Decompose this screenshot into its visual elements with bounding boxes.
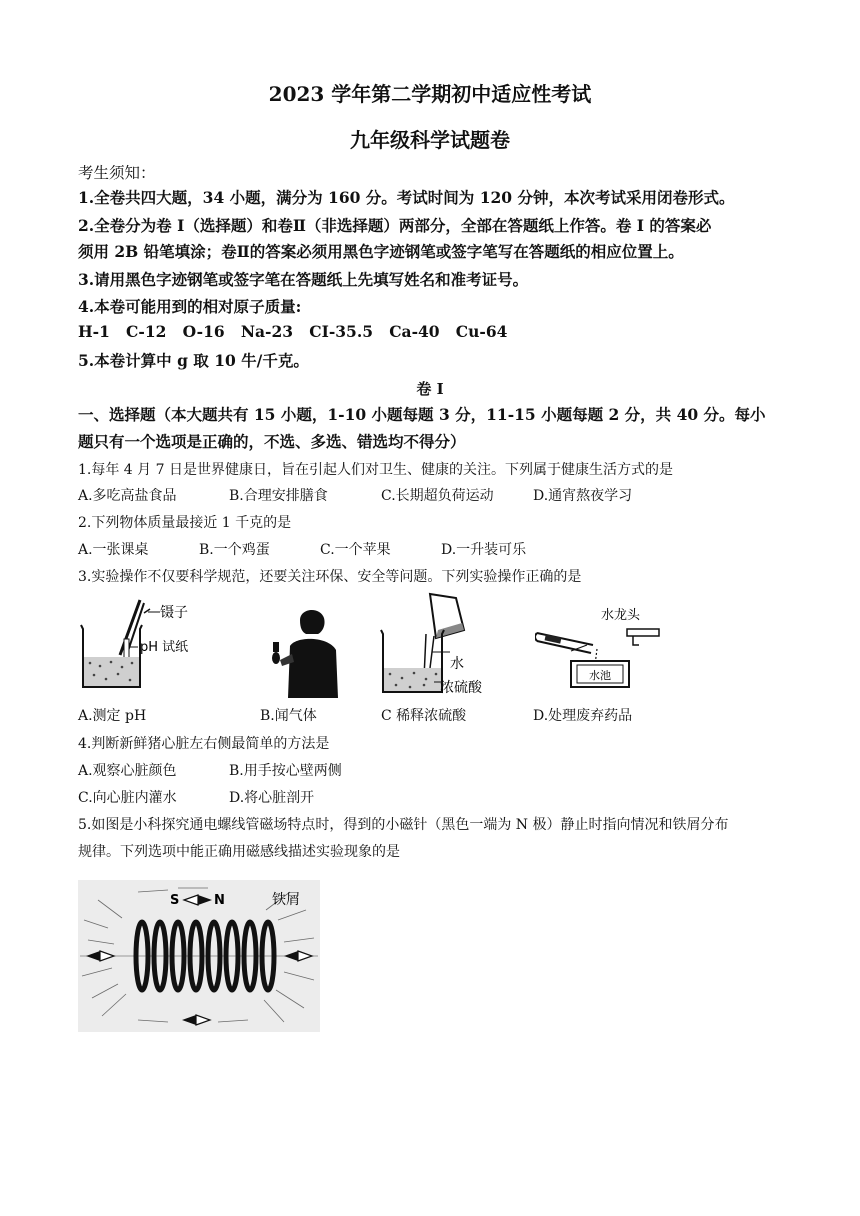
- q1-option-b: B.合理安排膳食: [229, 488, 328, 504]
- figure-solenoid: [78, 880, 320, 1032]
- q4-option-a: A.观察心脏颜色: [78, 763, 177, 779]
- q3-option-a: A.测定 pH: [78, 708, 147, 724]
- q1-option-a: A.多吃高盐食品: [78, 488, 177, 504]
- q2-option-b: B.一个鸡蛋: [199, 542, 270, 558]
- notice-item-5: 5.本卷计算中 g 取 10 牛/千克。: [78, 351, 309, 370]
- figure-smell-gas: [262, 602, 342, 698]
- question-3: 3.实验操作不仅要科学规范，还要关注环保、安全等问题。下列实验操作正确的是: [78, 569, 582, 585]
- label-acid: 浓硫酸: [440, 680, 482, 696]
- q1-option-d: D.通宵熬夜学习: [533, 488, 633, 504]
- q1-option-c: C.长期超负荷运动: [381, 488, 494, 504]
- q3-option-b: B.闻气体: [260, 708, 317, 724]
- notice-item-1: 1.全卷共四大题，34 小题，满分为 160 分。考试时间为 120 分钟，本次考试采用闭卷形式。: [78, 188, 735, 207]
- label-iron-filings: 铁屑: [272, 892, 300, 908]
- q2-option-c: C.一个苹果: [320, 542, 391, 558]
- label-n-pole: N: [214, 893, 225, 908]
- notice-heading: 考生须知：: [78, 164, 156, 182]
- label-tweezers: 镊子: [160, 605, 188, 621]
- label-s-pole: S: [170, 893, 180, 908]
- q3-option-c: C 稀释浓硫酸: [381, 708, 467, 724]
- notice-item-2b: 须用 2B 铅笔填涂；卷Ⅱ的答案必须用黑色字迹钢笔或签字笔写在答题纸的相应位置上。: [78, 242, 684, 261]
- notice-item-3: 3.请用黑色字迹钢笔或签字笔在答题纸上先填写姓名和准考证号。: [78, 270, 529, 289]
- question-1: 1.每年 4 月 7 日是世界健康日，旨在引起人们对卫生、健康的关注。下列属于健康生活方式的是: [78, 462, 673, 478]
- section-heading-b: 题只有一个选项是正确的，不选、多选、错选均不得分）: [78, 432, 466, 451]
- volume-label: 卷 I: [416, 380, 444, 398]
- q2-option-d: D.一升装可乐: [441, 542, 527, 558]
- section-heading-a: 一、选择题（本大题共有 15 小题，1-10 小题每题 3 分，11-15 小题每题 2 分，共 40 分。每小: [78, 405, 766, 424]
- figure-dilute-acid: [378, 590, 498, 700]
- q3-option-d: D.处理废弃药品: [533, 708, 633, 724]
- question-5-a: 5.如图是小科探究通电螺线管磁场特点时，得到的小磁针（黑色一端为 N 极）静止时指向情况和铁屑分布: [78, 817, 729, 833]
- label-water: 水: [450, 656, 464, 672]
- figure-ph-test: [78, 595, 208, 695]
- label-ph-paper: pH 试纸: [140, 640, 189, 655]
- question-2: 2.下列物体质量最接近 1 千克的是: [78, 515, 292, 531]
- question-5-b: 规律。下列选项中能正确用磁感线描述实验现象的是: [78, 844, 400, 860]
- notice-item-4: 4.本卷可能用到的相对原子质量:: [78, 297, 302, 316]
- question-4: 4.判断新鲜猪心脏左右侧最简单的方法是: [78, 736, 330, 752]
- atomic-masses: H-1 C-12 O-16 Na-23 CI-35.5 Ca-40 Cu-64: [78, 322, 508, 341]
- q4-option-b: B.用手按心壁两侧: [229, 763, 342, 779]
- figure-waste-disposal: [535, 605, 665, 695]
- q2-option-a: A.一张课桌: [78, 542, 149, 558]
- q4-option-c: C.向心脏内灌水: [78, 790, 177, 806]
- q4-option-d: D.将心脏剖开: [229, 790, 315, 806]
- exam-subtitle: 九年级科学试题卷: [350, 128, 510, 152]
- label-sink: 水池: [589, 669, 611, 682]
- exam-title: 2023 学年第二学期初中适应性考试: [268, 82, 592, 106]
- notice-item-2a: 2.全卷分为卷 I（选择题）和卷Ⅱ（非选择题）两部分，全部在答题纸上作答。卷 I 的答案必: [78, 216, 712, 235]
- label-faucet: 水龙头: [601, 608, 641, 623]
